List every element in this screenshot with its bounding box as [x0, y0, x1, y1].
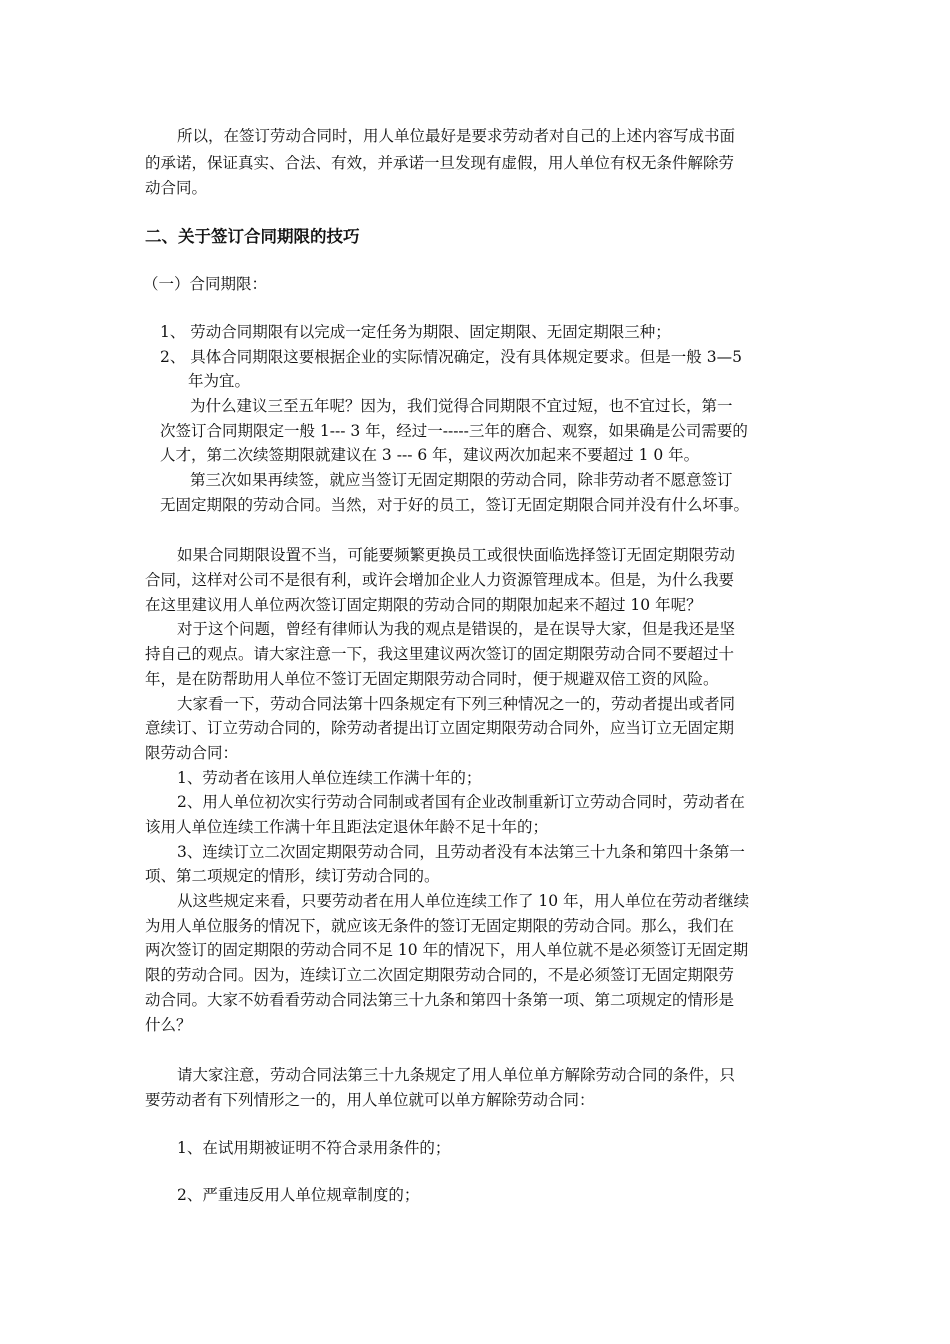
- list-item-continued: 年为宜。: [188, 372, 251, 390]
- paragraph-line: 合同，这样对公司不是很有利，或许会增加企业人力资源管理成本。但是，为什么我要: [145, 571, 735, 589]
- paragraph-line: 什么？: [145, 1016, 192, 1034]
- paragraph-line: 要劳动者有下列情形之一的，用人单位就可以单方解除劳动合同：: [145, 1091, 595, 1109]
- paragraph-line: 次签订合同期限定一般 1--- 3 年，经过一-----三年的磨合、观察，如果确是公司需要的: [160, 422, 748, 440]
- paragraph-line: 3、连续订立二次固定期限劳动合同，且劳动者没有本法第三十九条和第四十条第一: [177, 843, 745, 861]
- list-item: 1、在试用期被证明不符合录用条件的；: [177, 1139, 451, 1157]
- paragraph-line: 大家看一下，劳动合同法第十四条规定有下列三种情况之一的，劳动者提出或者同: [177, 695, 736, 713]
- list-item: 2、 具体合同期限这要根据企业的实际情况确定，没有具体规定要求。但是一般 3—5: [160, 348, 742, 366]
- paragraph-line: 1、劳动者在该用人单位连续工作满十年的；: [177, 769, 482, 787]
- paragraph-line: 从这些规定来看，只要劳动者在用人单位连续工作了 10 年，用人单位在劳动者继续: [177, 892, 750, 910]
- paragraph-line: 无固定期限的劳动合同。当然，对于好的员工，签订无固定期限合同并没有什么坏事。: [160, 496, 750, 514]
- paragraph-line: 动合同。大家不妨看看劳动合同法第三十九条和第四十条第一项、第二项规定的情形是: [145, 991, 735, 1009]
- paragraph-line: 项、第二项规定的情形，续订劳动合同的。: [145, 867, 440, 885]
- paragraph-line: 意续订、订立劳动合同的，除劳动者提出订立固定期限劳动合同外，应当订立无固定期: [145, 719, 735, 737]
- paragraph-line: 年，是在防帮助用人单位不签订无固定期限劳动合同时，便于规避双倍工资的风险。: [145, 670, 719, 688]
- paragraph-line: 第三次如果再续签，就应当签订无固定期限的劳动合同，除非劳动者不愿意签订: [190, 471, 733, 489]
- list-item: 2、严重违反用人单位规章制度的；: [177, 1186, 420, 1204]
- paragraph-line: 限劳动合同：: [145, 744, 239, 762]
- paragraph-line: 对于这个问题，曾经有律师认为我的观点是错误的，是在误导大家，但是我还是坚: [177, 620, 736, 638]
- paragraph-line: 动合同。: [145, 179, 208, 197]
- subsection-heading: （一）合同期限：: [143, 275, 268, 293]
- paragraph-line: 两次签订的固定期限的劳动合同不足 10 年的情况下，用人单位就不是必须签订无固定期: [145, 941, 749, 959]
- paragraph-line: 为用人单位服务的情况下，就应该无条件的签订无固定期限的劳动合同。那么，我们在: [145, 917, 735, 935]
- paragraph-line: 2、用人单位初次实行劳动合同制或者国有企业改制重新订立劳动合同时，劳动者在: [177, 793, 745, 811]
- paragraph-line: 人才，第二次续签期限就建议在 3 --- 6 年，建议两次加起来不要超过 1 0 年。: [160, 446, 700, 464]
- paragraph-line: 该用人单位连续工作满十年且距法定退休年龄不足十年的；: [145, 818, 549, 836]
- paragraph-line: 为什么建议三至五年呢？因为，我们觉得合同期限不宜过短，也不宜过长，第一: [190, 397, 733, 415]
- section-heading: 二、关于签订合同期限的技巧: [145, 227, 360, 246]
- list-item: 1、 劳动合同期限有以完成一定任务为期限、固定期限、无固定期限三种；: [160, 323, 671, 341]
- paragraph-line: 持自己的观点。请大家注意一下，我这里建议两次签订的固定期限劳动合同不要超过十: [145, 645, 735, 663]
- paragraph-line: 限的劳动合同。因为，连续订立二次固定期限劳动合同的，不是必须签订无固定期限劳: [145, 966, 735, 984]
- paragraph-line: 在这里建议用人单位两次签订固定期限的劳动合同的期限加起来不超过 10 年呢？: [145, 596, 702, 614]
- paragraph-line: 的承诺，保证真实、合法、有效，并承诺一旦发现有虚假，用人单位有权无条件解除劳: [145, 154, 735, 172]
- paragraph-line: 请大家注意，劳动合同法第三十九条规定了用人单位单方解除劳动合同的条件，只: [177, 1066, 736, 1084]
- paragraph-line: 如果合同期限设置不当，可能要频繁更换员工或很快面临选择签订无固定期限劳动: [177, 546, 736, 564]
- paragraph-line: 所以，在签订劳动合同时，用人单位最好是要求劳动者对自己的上述内容写成书面: [177, 127, 736, 145]
